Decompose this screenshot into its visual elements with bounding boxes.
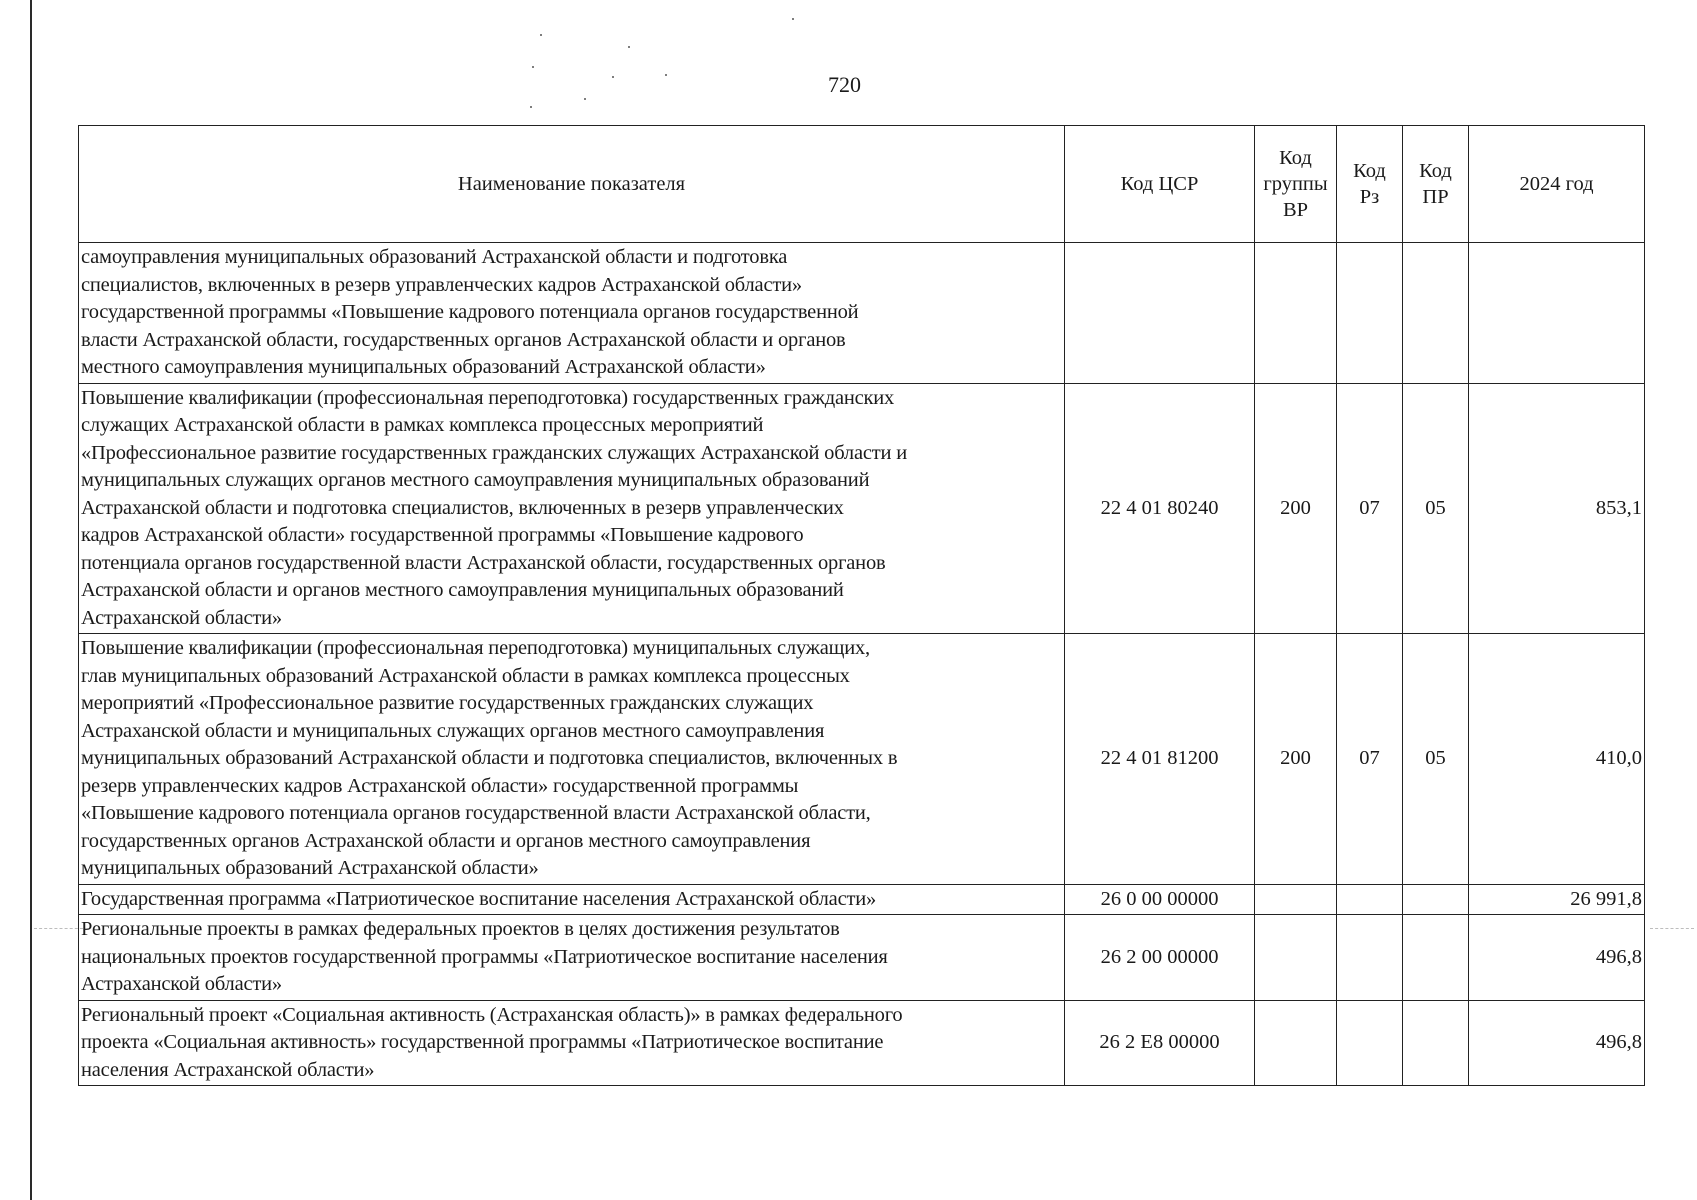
row-amount-2024: 496,8 (1469, 1000, 1645, 1086)
row-csr-code: 22 4 01 81200 (1065, 634, 1255, 885)
row-vr-code: 200 (1255, 634, 1337, 885)
row-indicator-name: Повышение квалификации (профессиональная переподготовка) государственных гражданских служащих Астраханской области в рамках комплекса процессных мероприятий «Профессиональное развитие государственных гражданских служащих Астраханской области и муниципальных служащих органов местного самоуправления муниципальных образований Астраханской области и подготовка специалистов, включенных в резерв управленческих кадров Астраханской области» государственной программы «Повышение кадрового потенциала органов государственной власти Астраханской области, государственных органов Астраханской области и органов местного самоуправления муниципальных образований Астраханской области» (79, 383, 1065, 634)
row-amount-2024: 410,0 (1469, 634, 1645, 885)
budget-table (78, 125, 1645, 1086)
row-vr-code: 200 (1255, 383, 1337, 634)
header-vr-code: Код группы ВР (1255, 126, 1337, 243)
scan-speck (540, 34, 542, 36)
table-row (79, 1000, 1645, 1086)
row-rz-code: 07 (1337, 383, 1403, 634)
row-pr-code (1403, 243, 1469, 384)
row-amount-2024: 496,8 (1469, 915, 1645, 1001)
row-rz-code: 07 (1337, 634, 1403, 885)
scan-speck (792, 18, 794, 20)
table-header-row (79, 126, 1645, 243)
row-vr-code (1255, 884, 1337, 915)
row-vr-code (1255, 1000, 1337, 1086)
row-csr-code: 26 0 00 00000 (1065, 884, 1255, 915)
row-amount-2024: 26 991,8 (1469, 884, 1645, 915)
row-indicator-name: Региональный проект «Социальная активность (Астраханская область)» в рамках федерального проекта «Социальная активность» государственной программы «Патриотическое воспитание населения Астраханской области» (79, 1000, 1065, 1086)
row-indicator-name: Государственная программа «Патриотическое воспитание населения Астраханской области» (79, 884, 1065, 915)
row-pr-code: 05 (1403, 383, 1469, 634)
row-pr-code: 05 (1403, 634, 1469, 885)
scan-speck (612, 76, 614, 78)
row-amount-2024 (1469, 243, 1645, 384)
header-pr-code: Код ПР (1403, 126, 1469, 243)
row-csr-code: 22 4 01 80240 (1065, 383, 1255, 634)
row-pr-code (1403, 884, 1469, 915)
row-indicator-name: Региональные проекты в рамках федеральных проектов в целях достижения результатов национальных проектов государственной программы «Патриотическое воспитание населения Астраханской области» (79, 915, 1065, 1001)
row-vr-code (1255, 243, 1337, 384)
row-indicator-name: Повышение квалификации (профессиональная переподготовка) муниципальных служащих, глав муниципальных образований Астраханской области в рамках комплекса процессных мероприятий «Профессиональное развитие государственных гражданских служащих Астраханской области и муниципальных служащих органов местного самоуправления муниципальных образований Астраханской области и подготовка специалистов, включенных в резерв управленческих кадров Астраханской области» государственной программы «Повышение кадрового потенциала органов государственной власти Астраханской области, государственных органов Астраханской области и органов местного самоуправления муниципальных образований Астраханской области» (79, 634, 1065, 885)
header-rz-code: Код Рз (1337, 126, 1403, 243)
row-rz-code (1337, 243, 1403, 384)
table-row (79, 915, 1645, 1001)
header-year-2024: 2024 год (1469, 126, 1645, 243)
header-indicator-name: Наименование показателя (79, 126, 1065, 243)
scan-speck (665, 74, 667, 76)
table-row (79, 383, 1645, 634)
row-pr-code (1403, 915, 1469, 1001)
scan-speck (628, 46, 630, 48)
row-rz-code (1337, 915, 1403, 1001)
row-vr-code (1255, 915, 1337, 1001)
table-row (79, 243, 1645, 384)
scan-speck (530, 106, 532, 108)
table-row (79, 634, 1645, 885)
header-csr-code: Код ЦСР (1065, 126, 1255, 243)
page-number: 720 (828, 72, 861, 97)
scan-speck (532, 66, 534, 68)
table-row (79, 884, 1645, 915)
row-csr-code: 26 2 00 00000 (1065, 915, 1255, 1001)
row-csr-code (1065, 243, 1255, 384)
fold-mark-right (1650, 928, 1694, 929)
row-rz-code (1337, 1000, 1403, 1086)
row-pr-code (1403, 1000, 1469, 1086)
row-indicator-name: самоуправления муниципальных образований Астраханской области и подготовка специалистов, включенных в резерв управленческих кадров Астраханской области» государственной программы «Повышение кадрового потенциала органов государственной власти Астраханской области, государственных органов Астраханской области и органов местного самоуправления муниципальных образований Астраханской области» (79, 243, 1065, 384)
row-rz-code (1337, 884, 1403, 915)
row-csr-code: 26 2 E8 00000 (1065, 1000, 1255, 1086)
row-amount-2024: 853,1 (1469, 383, 1645, 634)
page-margin-line (30, 0, 32, 1200)
scan-speck (584, 98, 586, 100)
